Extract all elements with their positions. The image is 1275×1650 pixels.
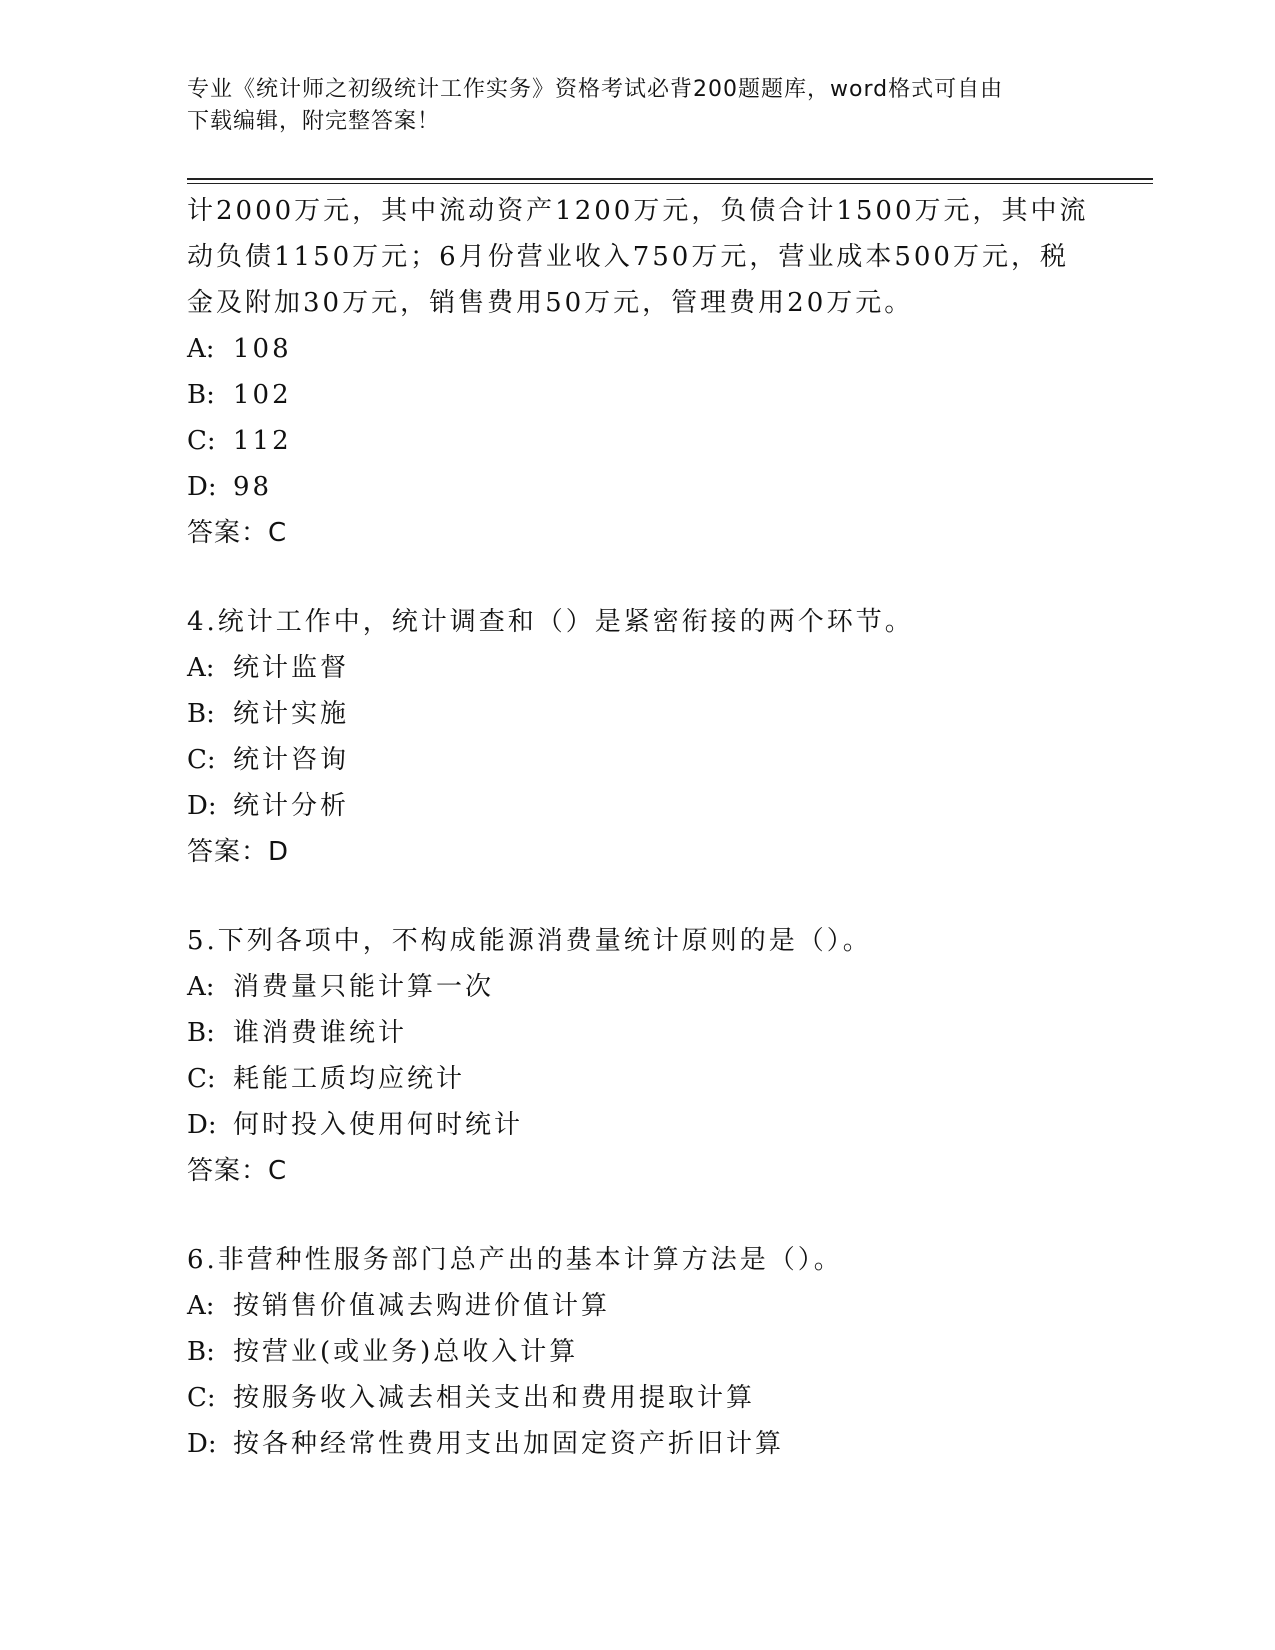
option-letter: B: (187, 380, 215, 410)
question-text-line: 计2000万元，其中流动资产1200万元，负债合计1500万元，其中流 (187, 196, 1089, 226)
option-c (187, 1056, 1147, 1102)
option-b (187, 691, 1147, 737)
option-text: 按服务收入减去相关支出和费用提取计算 (233, 1383, 756, 1413)
option-letter: A: (187, 653, 215, 683)
option-d (187, 1102, 1147, 1148)
question-text-line: 5.下列各项中，不构成能源消费量统计原则的是（）。 (187, 926, 872, 956)
option-letter: B: (187, 1018, 215, 1048)
option-b (187, 1329, 1147, 1375)
option-letter: A: (187, 334, 215, 364)
option-text: 统计监督 (233, 653, 350, 683)
option-text: 谁消费谁统计 (233, 1018, 408, 1048)
question-3 (187, 188, 1147, 556)
option-c (187, 737, 1147, 783)
option-b (187, 372, 1147, 418)
option-text: 112 (233, 426, 292, 456)
option-letter: D: (187, 1110, 217, 1140)
question-5 (187, 918, 1147, 1194)
header-line-1: 专业《统计师之初级统计工作实务》资格考试必背200题题库，word格式可自由 (187, 77, 1004, 102)
option-d (187, 1421, 1147, 1467)
option-c (187, 418, 1147, 464)
option-text: 统计咨询 (233, 745, 350, 775)
option-letter: A: (187, 1291, 215, 1321)
option-letter: C: (187, 1064, 216, 1094)
option-letter: B: (187, 1337, 215, 1367)
option-c (187, 1375, 1147, 1421)
option-letter: A: (187, 972, 215, 1002)
answer-line: 答案：D (187, 837, 290, 867)
question-text-line: 4.统计工作中，统计调查和（）是紧密衔接的两个环节。 (187, 607, 914, 637)
option-text: 按各种经常性费用支出加固定资产折旧计算 (233, 1429, 785, 1459)
option-letter: C: (187, 1383, 216, 1413)
option-d (187, 464, 1147, 510)
option-a (187, 326, 1147, 372)
option-text: 按销售价值减去购进价值计算 (233, 1291, 611, 1321)
option-text: 统计分析 (233, 791, 350, 821)
option-letter: D: (187, 791, 217, 821)
option-text: 消费量只能计算一次 (233, 972, 495, 1002)
spacer (187, 875, 1147, 918)
question-text-line: 金及附加30万元，销售费用50万元，管理费用20万元。 (187, 288, 914, 318)
option-text: 98 (233, 472, 273, 502)
header-divider (187, 178, 1153, 184)
header-line-2: 下载编辑，附完整答案！ (187, 109, 441, 134)
answer-line: 答案：C (187, 518, 288, 548)
option-letter: D: (187, 1429, 217, 1459)
question-6 (187, 1237, 1147, 1467)
option-letter: B: (187, 699, 215, 729)
option-a (187, 645, 1147, 691)
option-letter: C: (187, 426, 216, 456)
option-text: 耗能工质均应统计 (233, 1064, 466, 1094)
question-text-line: 动负债1150万元；6月份营业收入750万元，营业成本500万元，税 (187, 242, 1069, 272)
spacer (187, 556, 1147, 599)
option-b (187, 1010, 1147, 1056)
question-4 (187, 599, 1147, 875)
option-text: 按营业(或业务)总收入计算 (233, 1337, 579, 1367)
option-text: 102 (233, 380, 292, 410)
option-text: 统计实施 (233, 699, 350, 729)
option-a (187, 1283, 1147, 1329)
option-letter: D: (187, 472, 217, 502)
option-a (187, 964, 1147, 1010)
spacer (187, 1194, 1147, 1237)
option-letter: C: (187, 745, 216, 775)
question-content (187, 188, 1147, 1467)
option-text: 108 (233, 334, 292, 364)
option-text: 何时投入使用何时统计 (233, 1110, 524, 1140)
question-text-line: 6.非营种性服务部门总产出的基本计算方法是（）。 (187, 1245, 843, 1275)
page-header (187, 74, 1087, 138)
option-d (187, 783, 1147, 829)
answer-line: 答案：C (187, 1156, 288, 1186)
